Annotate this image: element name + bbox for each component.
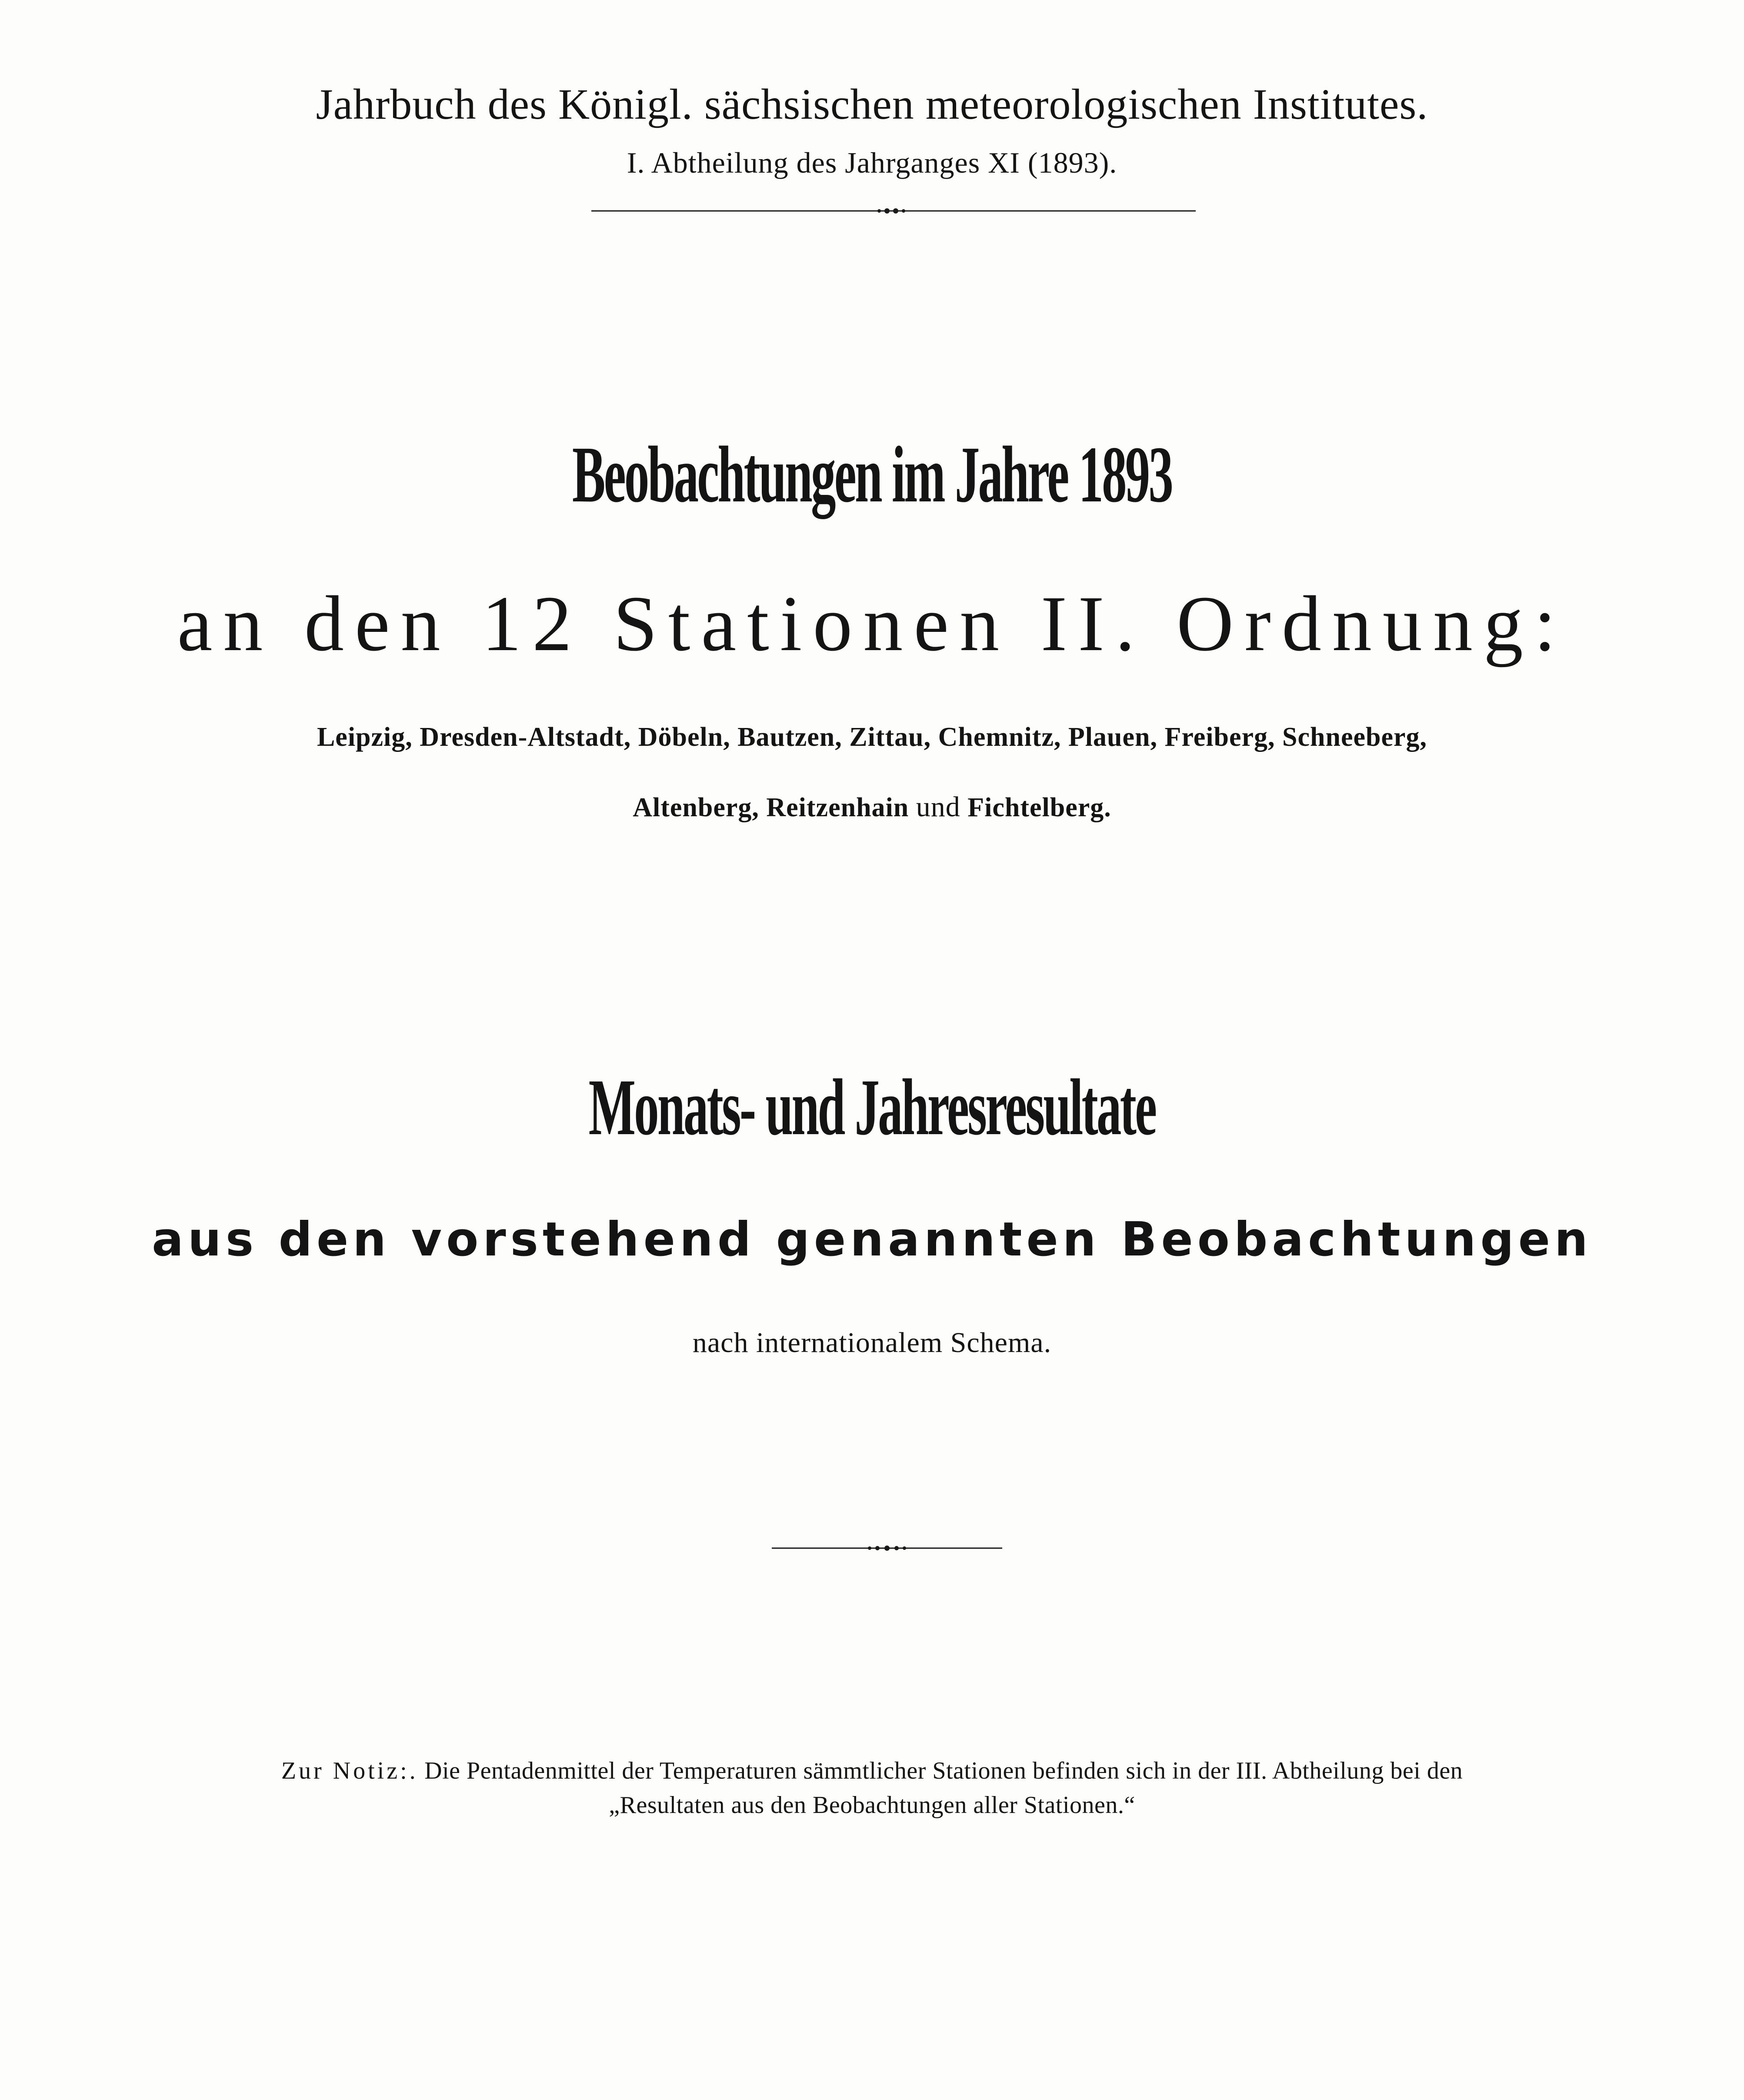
stations-list-line-2 xyxy=(0,791,1744,824)
main-title: Beobachtungen im Jahre 1893 xyxy=(572,430,1172,519)
running-subtitle: I. Abtheilung des Jahrganges XI (1893). xyxy=(627,146,1117,179)
note-label: Zur Notiz:. xyxy=(281,1757,418,1784)
stations-list-line-1: Leipzig, Dresden-Altstadt, Döbeln, Bautzen, Zittau, Chemnitz, Plauen, Freiberg, Schneeberg, xyxy=(317,722,1427,752)
results-title: Monats- und Jahresresultate xyxy=(588,1063,1156,1152)
header-ornament-rule xyxy=(591,204,1196,217)
running-title: Jahrbuch des Königl. sächsischen meteorologischen Institutes. xyxy=(316,80,1428,128)
main-subtitle: an den 12 Stationen II. Ordnung: xyxy=(177,580,1567,668)
results-subtitle: aus den vorstehend genannten Beobachtungen xyxy=(152,1212,1592,1267)
stations-list-line-2-end: Fichtelberg. xyxy=(967,793,1111,822)
ornament-rule-lower xyxy=(772,1542,1002,1555)
schema-note: nach internationalem Schema. xyxy=(692,1327,1052,1359)
stations-list-conjunction: und xyxy=(916,791,960,823)
note-text-1: Die Pentadenmittel der Temperaturen sämmtlicher Stationen befinden sich in der III. Abtheilung bei den xyxy=(424,1757,1463,1784)
stations-list-line-2-start: Altenberg, Reitzenhain xyxy=(633,793,909,822)
note-line-2: „Resultaten aus den Beobachtungen aller Stationen.“ xyxy=(609,1792,1135,1819)
note-line-1 xyxy=(0,1757,1744,1785)
